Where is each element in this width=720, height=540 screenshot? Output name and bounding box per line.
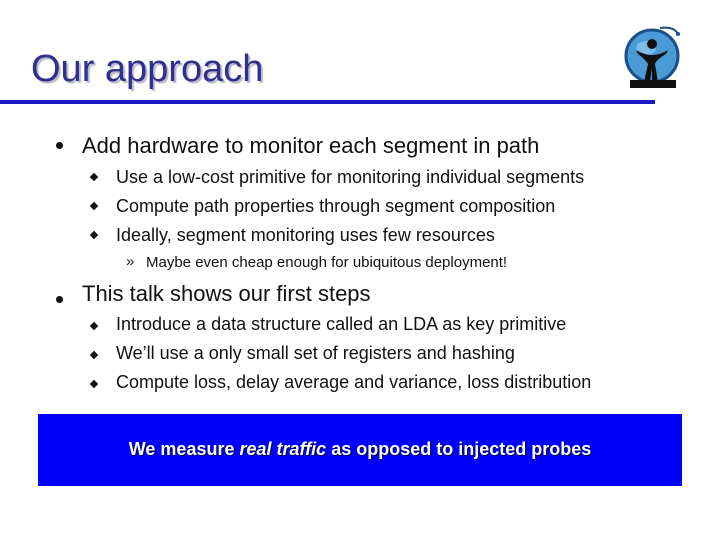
banner-text-emphasis: real traffic bbox=[239, 439, 327, 459]
subsub-point-1: Maybe even cheap enough for ubiquitous deployment! bbox=[146, 254, 508, 271]
sub-bullet-marker bbox=[90, 351, 98, 359]
person-globe-logo bbox=[622, 20, 684, 92]
subsub-bullet-marker: » bbox=[126, 253, 135, 270]
sub-point-1-2: Compute path properties through segment composition bbox=[116, 196, 556, 216]
sub-point-2-3: Compute loss, delay average and variance, loss distribution bbox=[116, 372, 592, 392]
sub-point-1-1: Use a low-cost primitive for monitoring individual segments bbox=[116, 167, 585, 187]
sub-bullet-marker bbox=[90, 173, 98, 181]
sub-bullet-marker bbox=[90, 380, 98, 388]
sub-bullet-marker bbox=[90, 322, 98, 330]
banner-text-before: We measure bbox=[128, 439, 240, 459]
bullet-dot bbox=[56, 142, 63, 149]
title-underline bbox=[0, 100, 655, 104]
sub-bullet-marker bbox=[90, 202, 98, 210]
sub-point-1-3: Ideally, segment monitoring uses few resources bbox=[116, 225, 495, 245]
sub-point-2-1: Introduce a data structure called an LDA as key primitive bbox=[116, 314, 567, 334]
sub-bullet-marker bbox=[90, 231, 98, 239]
bullet-point-1: Add hardware to monitor each segment in path bbox=[82, 133, 540, 158]
banner-text-after: as opposed to injected probes bbox=[326, 439, 592, 459]
sub-point-2-2: We’ll use a only small set of registers and hashing bbox=[116, 343, 515, 363]
bullet-point-2: This talk shows our first steps bbox=[82, 281, 371, 306]
highlight-banner bbox=[38, 414, 682, 486]
banner-text bbox=[38, 440, 682, 458]
bullet-dot bbox=[56, 296, 63, 303]
slide-title: Our approach bbox=[31, 48, 264, 90]
